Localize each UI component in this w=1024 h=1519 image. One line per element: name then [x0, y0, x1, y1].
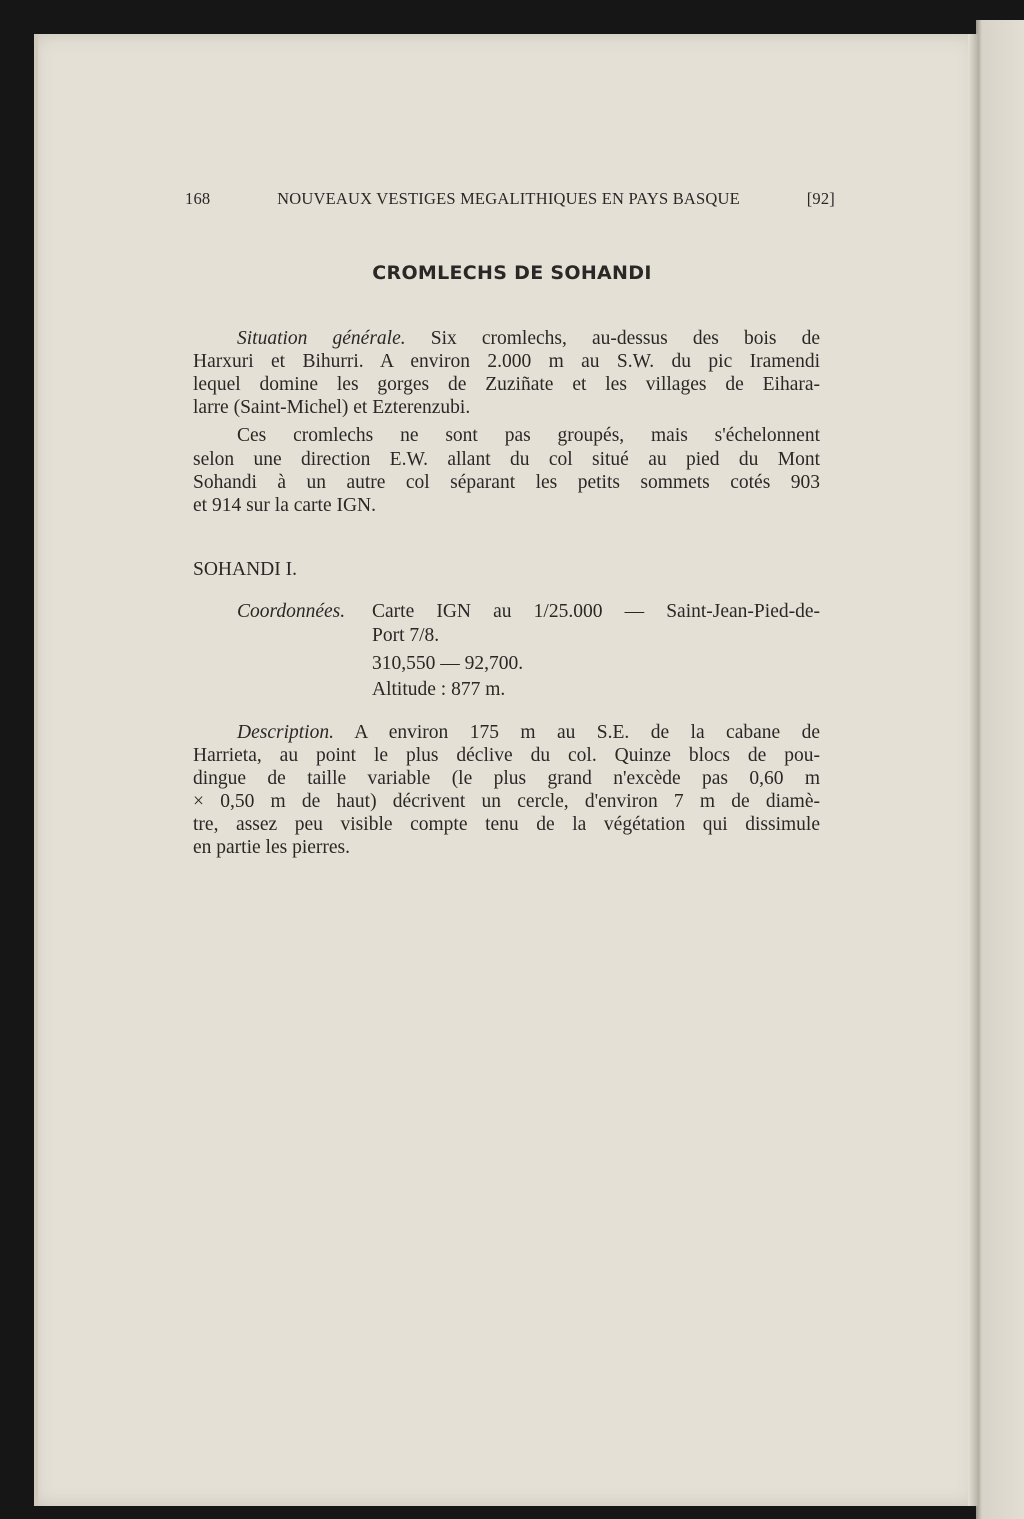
page-left-edge: [34, 34, 38, 1506]
line-text: A environ 175 m au S.E. de la cabane de: [333, 722, 820, 743]
paragraph-line: selon une direction E.W. allant du col situé au pied du Mont: [193, 449, 820, 470]
paragraph-line: [237, 328, 820, 350]
altitude: Altitude : 877 m.: [372, 679, 506, 700]
coordonnees-label: [237, 601, 345, 623]
paragraph-line: Harrieta, au point le plus déclive du col. Quinze blocs de pou-: [193, 745, 820, 766]
running-header: [185, 189, 835, 209]
paragraph-line: et 914 sur la carte IGN.: [193, 495, 377, 516]
paragraph-line: Harxuri et Bihurri. A environ 2.000 m au S.W. du pic Iramendi: [193, 351, 820, 372]
coordinates-line: Carte IGN au 1/25.000 — Saint-Jean-Pied-de-: [372, 601, 820, 622]
description-label: Description.: [237, 722, 334, 743]
page-number: 168: [185, 189, 211, 208]
paragraph-line: lequel domine les gorges de Zuziñate et les villages de Eihara-: [193, 374, 820, 395]
subheading: SOHANDI I.: [193, 559, 297, 580]
situation-label: Situation générale.: [237, 328, 406, 349]
paragraph-line: Sohandi à un autre col séparant les petits sommets cotés 903: [193, 472, 820, 493]
line-text: Six cromlechs, au-dessus des bois de: [405, 328, 820, 349]
running-title: NOUVEAUX VESTIGES MEGALITHIQUES EN PAYS BASQUE: [277, 189, 740, 208]
page-title: CROMLECHS DE SOHANDI: [372, 262, 652, 284]
paragraph-line: larre (Saint-Michel) et Ezterenzubi.: [193, 397, 471, 418]
coordinates-values: 310,550 — 92,700.: [372, 653, 524, 674]
label-text: Coordonnées.: [237, 601, 346, 622]
book-gutter: [968, 34, 978, 1506]
section-ref: [92]: [806, 189, 835, 208]
paragraph-line: tre, assez peu visible compte tenu de la végétation qui dissimule: [193, 814, 820, 835]
paragraph-line: Ces cromlechs ne sont pas groupés, mais s'échelonnent: [237, 425, 820, 446]
facing-page-edge: [976, 20, 1024, 1519]
paragraph-line: dingue de taille variable (le plus grand n'excède pas 0,60 m: [193, 768, 820, 789]
paragraph-line: en partie les pierres.: [193, 837, 351, 858]
paragraph-line: × 0,50 m de haut) décrivent un cercle, d'environ 7 m de diamè-: [193, 791, 820, 812]
paragraph-line: [237, 722, 820, 744]
coordinates-line: Port 7/8.: [372, 625, 440, 646]
